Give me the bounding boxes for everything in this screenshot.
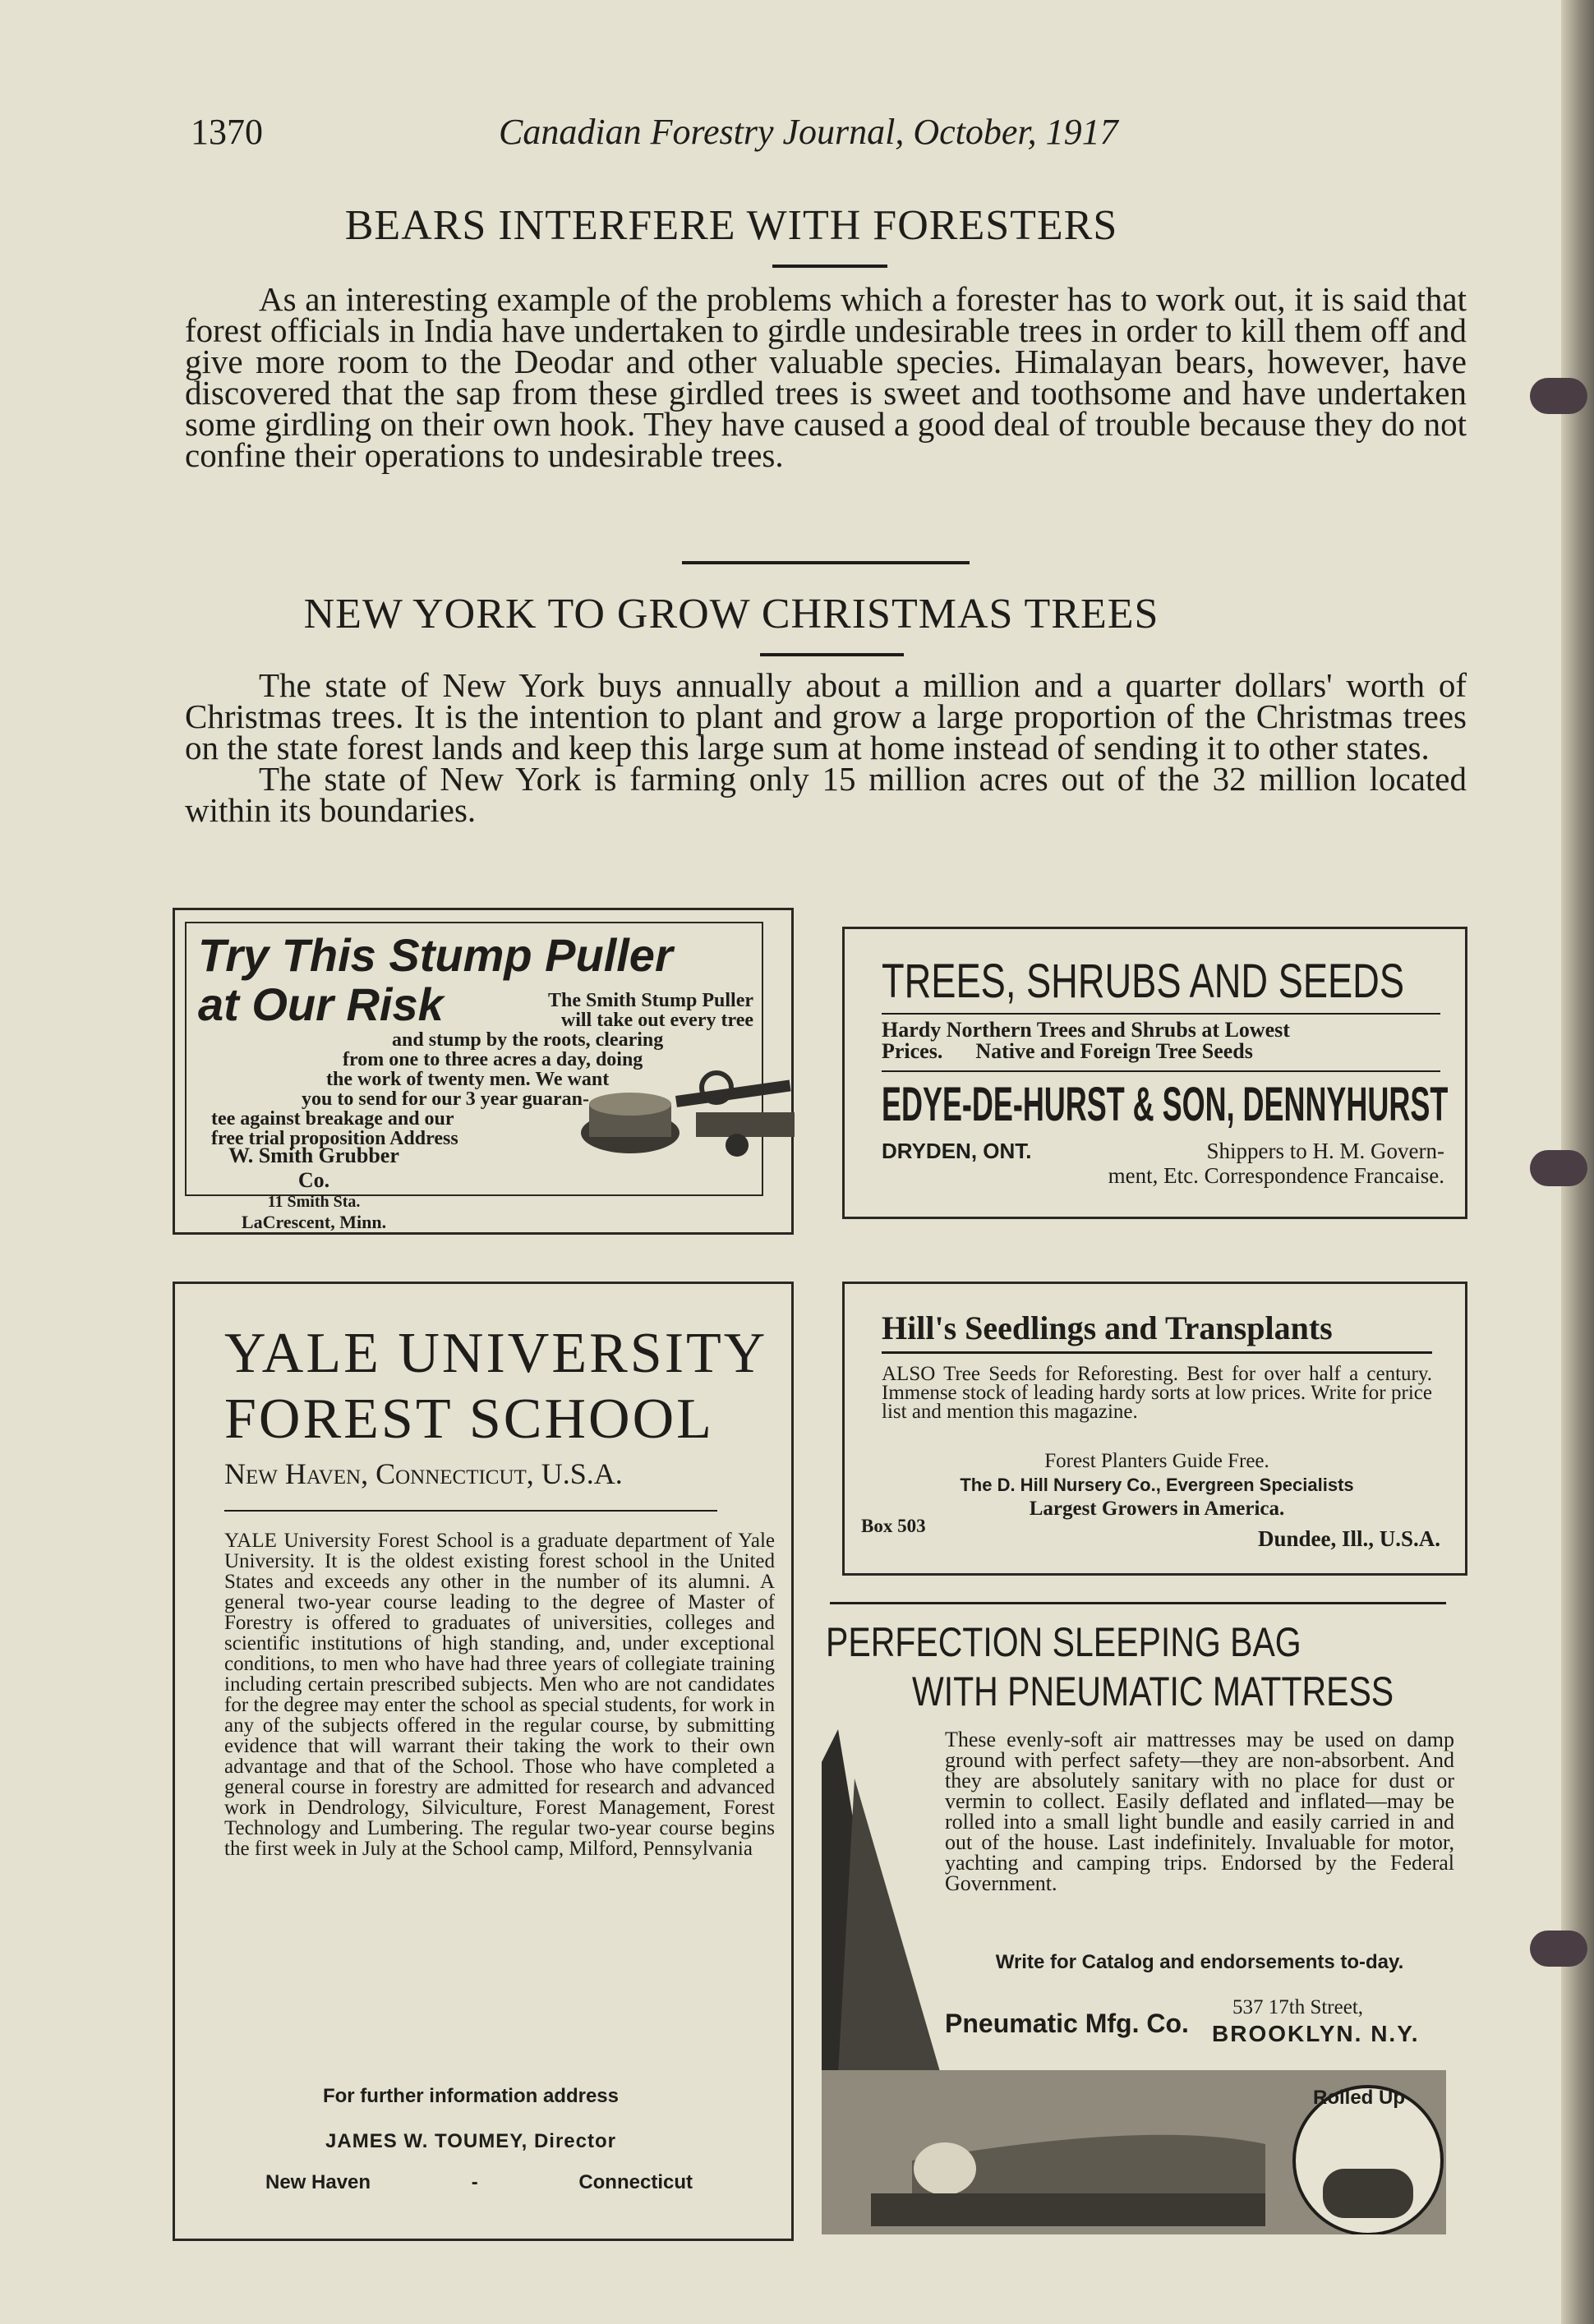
ad-line: Connecticut <box>578 2171 693 2193</box>
ad-trees-shrubs-seeds <box>842 927 1467 1219</box>
ad-city: BROOKLYN. N.Y. <box>1212 2021 1420 2046</box>
article-body <box>185 280 1467 474</box>
ad-title: Hill's Seedlings and Transplants <box>882 1309 1333 1346</box>
ad-company: W. Smith Grubber Co. <box>228 1144 399 1192</box>
ad-location: DRYDEN, ONT. <box>882 1139 1032 1163</box>
ad-line: LaCrescent, Minn. <box>241 1212 387 1232</box>
ad-yale-forest-school <box>173 1282 794 2241</box>
ad-line: New Haven <box>265 2171 371 2193</box>
ad-company: The D. Hill Nursery Co., Evergreen Specialists <box>960 1475 1354 1495</box>
ad-company: EDYE-DE-HURST & SON, DENNYHURST <box>882 1078 1449 1131</box>
divider <box>882 1070 1440 1072</box>
ad-line: you to send for our 3 year guaran- <box>302 1088 590 1110</box>
ad-director: JAMES W. TOUMEY, Director <box>325 2130 616 2152</box>
ad-cta: Write for Catalog and endorsements to-day. <box>995 1951 1404 1973</box>
ad-line: Forest Planters Guide Free. <box>1044 1450 1269 1472</box>
divider <box>830 1602 1446 1604</box>
ad-line: free trial proposition Address <box>211 1128 458 1149</box>
ad-copy <box>1083 1139 1444 1188</box>
ad-body: These evenly-soft air mattresses may be used on damp ground with perfect safety—they are non-absorbent. And they are absolutely sanitary with no place for dust or vermin to collect. Easily deflated and inflated—may be rolled into a small light bundle and easily carried in and out of the house. Last indefinitely. Invaluable for motor, yachting and camping trips. Endorsed by the Federal Government. <box>945 1728 1454 1895</box>
divider <box>882 1351 1432 1354</box>
ad-city <box>265 2171 693 2194</box>
ad-line: and stump by the roots, clearing <box>392 1029 664 1051</box>
ad-headline: at Our Risk <box>198 978 444 1030</box>
divider <box>760 653 904 656</box>
ad-city: Dundee, Ill., U.S.A. <box>1257 1526 1440 1551</box>
divider <box>224 1510 717 1512</box>
journal-title: Canadian Forestry Journal, October, 1917 <box>499 112 1118 152</box>
article-title: BEARS INTERFERE WITH FORESTERS <box>344 202 1118 249</box>
ad-title: WITH PNEUMATIC MATTRESS <box>912 1668 1394 1714</box>
divider <box>682 561 970 564</box>
ad-line: the work of twenty men. We want <box>326 1069 610 1090</box>
stump-puller-illustration <box>573 1063 803 1162</box>
ad-title: YALE UNIVERSITY <box>224 1322 768 1385</box>
article-paragraph: The state of New York buys annually about a million and a quarter dollars' worth of Christmas trees. It is the intention to plant and grow a large proportion of the Christmas trees on the state forest lands and keep this large sum at home instead of sending it to other states. <box>185 666 1467 766</box>
ad-line: Hardy Northern Trees and Shrubs at Lowest <box>882 1018 1290 1042</box>
ad-title: PERFECTION SLEEPING BAG <box>826 1619 1301 1665</box>
page-number: 1370 <box>191 112 263 152</box>
ad-title: TREES, SHRUBS AND SEEDS <box>882 955 1405 1008</box>
ad-location: New Haven, Connecticut, U.S.A. <box>224 1457 623 1490</box>
ad-line: 11 Smith Sta. <box>267 1193 361 1211</box>
ad-title: FOREST SCHOOL <box>224 1387 714 1451</box>
ad-copy <box>474 991 753 1030</box>
ad-line: Largest Growers in America. <box>1029 1498 1285 1520</box>
binding-tie <box>1530 378 1587 414</box>
ad-line: will take out every tree <box>560 1010 753 1031</box>
ad-copy <box>882 1019 1290 1062</box>
ad-company: Pneumatic Mfg. Co. <box>945 2009 1189 2038</box>
ad-line: Shippers to H. M. Govern- <box>1206 1139 1444 1163</box>
ad-line: - <box>471 2171 478 2193</box>
ad-line: The Smith Stump Puller <box>547 990 753 1011</box>
ad-line: Prices. <box>882 1039 943 1063</box>
article-title: NEW YORK TO GROW CHRISTMAS TREES <box>303 591 1159 637</box>
ad-line: from one to three acres a day, doing <box>343 1049 643 1070</box>
article-paragraph: The state of New York is farming only 15 million acres out of the 32 million located within its boundaries. <box>185 760 1467 829</box>
ad-body: YALE University Forest School is a graduate department of Yale University. It is the oldest existing forest school in the United States and exceeds any other in the number of its alumni. A general two-year course leading to the degree of Master of Forestry is offered to graduates of universities, colleges and scientific institutions of high standing, and, under exceptional conditions, to men who have had three years of collegiate training including certain prescribed subjects. Men who are not candidates for the degree may enter the school as special students, for work in any of the subjects offered in the regular course, by submitting evidence that will warrant their taking the work to their own advantage and that of the School. Those who have completed a general course in forestry are admitted for research and advanced work in Dendrology, Silviculture, Forest Management, Forest Technology and Lumbering. The regular two-year course begins the first week in July at the School camp, Milford, Pennsylvania <box>224 1530 775 1860</box>
ad-box: Box 503 <box>861 1516 926 1536</box>
ad-hills-seedlings <box>842 1282 1467 1576</box>
article-body <box>185 666 1467 829</box>
ad-line: Native and Foreign Tree Seeds <box>975 1039 1253 1063</box>
ad-line: ment, Etc. Correspondence Francaise. <box>1108 1163 1444 1188</box>
article-paragraph: As an interesting example of the problems which a forester has to work out, it is said that forest officials in India have undertaken to girdle undesirable trees in order to kill them off and give more room to the Deodar and other valuable species. Himalayan bears, however, have discovered that the sap from these girdled trees is sweet and toothsome and have undertaken some girdling on their own hook. They have caused a good deal of trouble because they do not confine their operations to undesirable trees. <box>185 280 1467 474</box>
divider <box>772 265 887 268</box>
ad-border <box>185 922 763 1232</box>
ad-street: 537 17th Street, <box>1232 1996 1364 2018</box>
ad-stump-puller <box>173 908 794 1235</box>
ad-line: tee against breakage and our <box>211 1108 454 1130</box>
ad-body: ALSO Tree Seeds for Reforesting. Best for over half a century. Immense stock of leading hardy sorts at low prices. Write for price list and mention this magazine. <box>882 1363 1432 1423</box>
divider <box>882 1013 1440 1015</box>
ad-contact-label: For further information address <box>322 2085 620 2107</box>
binding-tie <box>1530 1931 1587 1967</box>
ad-address <box>219 1144 408 1233</box>
binding-tie <box>1530 1150 1587 1186</box>
ad-headline: Try This Stump Puller <box>198 929 673 981</box>
ad-caption: Rolled Up <box>1313 2087 1405 2109</box>
